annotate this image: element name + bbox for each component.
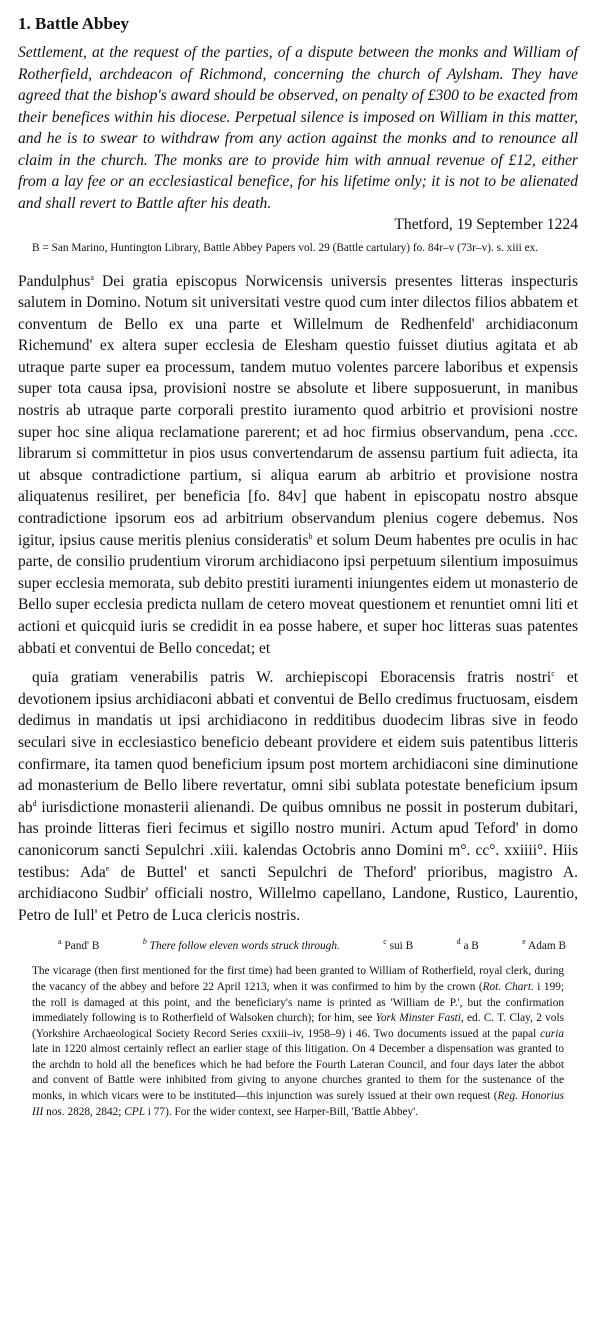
latin-p2-opening: quia gratiam venerabilis patris W. archiepiscopi Eboracensis fratris nostri	[32, 669, 552, 687]
footnote-mark-a: a	[90, 272, 94, 282]
latin-p1-body: Dei gratia episcopus Norwicensis universis presentes litteras inspecturis salutem in Domino. Notum sit universitati vestre quod cum inter dilectos filios abbatem et conventum de Bello ex una parte et Willelmum de Redhenfeld' archidiaconum Richemund' ex altera super ecclesia de Elesham questio fuisset diutius agitata et ab utraque parte super ea processum, tandem mutuo volentes parcere laboribus et expensis super tota causa ipsa, provisioni nostre se absolute et libere supposuerunt, in manibus nostris ab utraque parte corporali prestito iuramento quod arbitrio et provisioni nostre super hoc sine aliqua reclamatione parerent; et ad hoc firmius observandum, pena .ccc. librarum si committetur in pios usus convertendarum de assensu partium fuit adiecta, ita ut absque contradictione partium, si aliqua earum ab arbitrio et provisione nostra aliquatenus resiliret, per beneficia [fo. 84v] que habent in episcopatu nostro absque contradictione ipsorum eos ad arbitrium observandum plenius cogere debemus. Nos igitur, ipsius cause meritis plenius consideratis	[18, 272, 578, 549]
place-and-date: Thetford, 19 September 1224	[394, 216, 578, 233]
textual-notes	[58, 937, 566, 953]
note-a: $^a$ Pand' B	[58, 937, 100, 953]
latin-p1-opening: Pandulphus	[18, 272, 91, 290]
latin-p2-witnesses: de Buttel' et sancti Sepulchri de Theford' prioribus, magistro A. archidiacono Sudbir' officiali nostro, Willelmo capellano, Landone, Rustico, Laurentio, Petro de Iull' et Petro de Luca clericis nostris.	[18, 863, 578, 924]
latin-p2-body: et devotionem ipsius archidiaconi abbati et conventui de Bello credimus fructuosam, eisdem dedimus in mandatis ut ipsi archidiacono in redditibus duodecim libras sive in feodo seculari sive in ecclesiastico beneficio debeant providere et eidem suis patentibus litteris confirmare, ita tamen quod beneficium ipsum post mortem archidiaconi sine diminutione ad monasterium de Bello libere revertatur, omni sibi sublata potestate beneficium ipsum ab	[18, 669, 578, 816]
charter-number: 1.	[18, 14, 31, 33]
note-c: $^c$ sui B	[383, 937, 414, 953]
note-d: $^d$ a B	[456, 937, 479, 953]
footnote-mark-b: b	[308, 531, 313, 541]
footnote-mark-d: d	[32, 798, 37, 808]
editorial-commentary: The vicarage (then first mentioned for the first time) had been granted to William of Rotherfield, royal clerk, during the vacancy of the abbey and before 22 April 1213, when it was confirmed to him by the crown (Rot. Chart. i 199; the roll is damaged at this point, and the beneficiary's name is printed as 'William de P.', but the confirmation immediately following is to Rotherfield of Walsoken church); for him, see York Minster Fasti, ed. C. T. Clay, 2 vols (Yorkshire Archaeological Society Record Series cxxiii–iv, 1958–9) i 46. Two documents issued at the papal curia late in 1220 almost certainly reflect an earlier stage of this litigation. On 4 December a dispensation was granted to the archdn to hold all the benefices which he had before the Fourth Lateran Council, and four days later the abbot and convent of Battle were inhibited from giving to anyone churches granted to them for the sustenance of the monks, in which vicars were to be instituted—this injunction was surely issued at their own request (Reg. Honorius III nos. 2828, 2842; CPL i 77). For the wider context, see Harper-Bill, 'Battle Abbey'.	[32, 965, 565, 1118]
note-e: $^e$ Adam B	[522, 937, 566, 953]
latin-text-paragraph-2	[18, 667, 578, 926]
latin-text-paragraph-1	[18, 271, 578, 660]
note-b: $^b$ There follow eleven words struck through.	[142, 937, 340, 953]
charter-heading	[18, 14, 578, 34]
footnote-mark-c: c	[551, 669, 555, 679]
charter-summary: Settlement, at the request of the parties, of a dispute between the monks and William of Rotherfield, archdeacon of Richmond, concerning the church of Aylsham. They have agreed that the bishop's award should be observed, on penalty of £300 to be exacted from their benefices within his diocese. Perpetual silence is imposed on William in this matter, and he is to swear to withdraw from any action against the monks and to renounce all claim in the church. The monks are to provide him with annual revenue of £12, either from a lay fee or an ecclesiastical benefice, for his lifetime only; it is not to be alienated and shall revert to Battle after his death.	[18, 44, 578, 212]
charter-title: Battle Abbey	[35, 14, 129, 33]
latin-p1-closing: et solum Deum habentes pre oculis in hac parte, de consilio prudentium virorum archidiacono ipsi perpetuum silentium imposuimus super ecclesia memorata, sub debito prestiti iuramenti iniungentes eidem ut monasterio de Bello super ecclesia predicta nullam de cetero moveat questionem et renuntiet omni liti et actioni et quicquid iuris se credidit in ea posse habere, et super hoc litteras suas patentes abbati et conventui de Bello concedat; et	[18, 531, 578, 657]
source-citation: B = San Marino, Huntington Library, Battle Abbey Papers vol. 29 (Battle cartulary) fo. 84r–v (73r–v). s. xiii ex.	[32, 242, 539, 254]
latin-p2-middle: iurisdictione monasterii alienandi. De quibus omnibus ne possit in posterum dubitari, has proinde litteras fieri fecimus et sigillo nostro muniri. Actum apud Teford' in domo canonicorum sancti Sepulchri .xiii. kalendas Octobris anno Domini m°. cc°. xxiiii°. Hiis testibus: Ada	[18, 798, 578, 881]
footnote-mark-e: e	[105, 863, 110, 873]
